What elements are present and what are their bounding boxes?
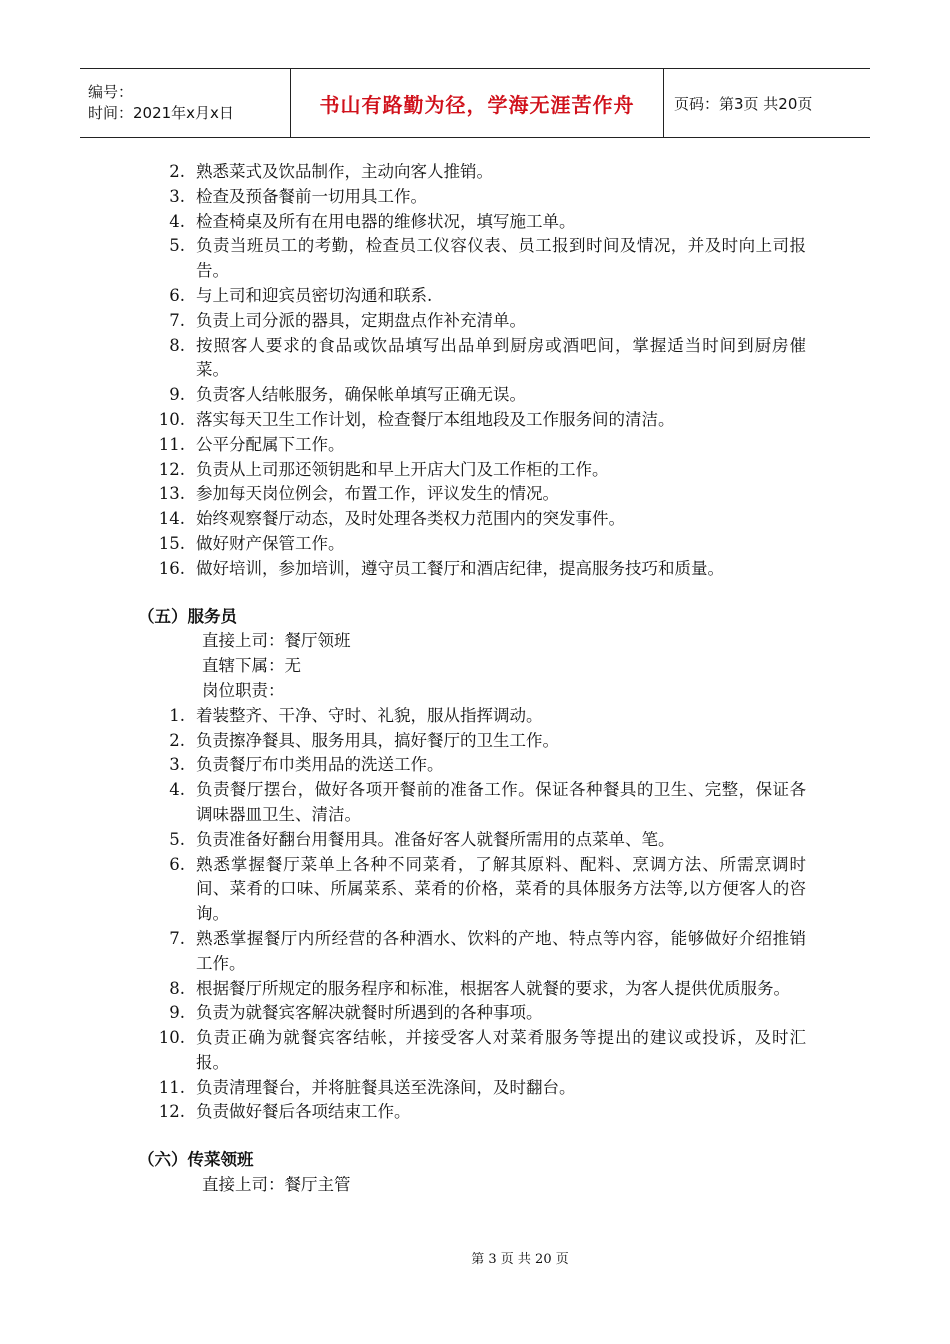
list-item-text: 根据餐厅所规定的服务程序和标准，根据客人就餐的要求，为客人提供优质服务。 (196, 978, 790, 998)
list-item-number: 14. (158, 509, 185, 529)
section-6-title: （六）传菜领班 (138, 1150, 254, 1170)
list-item-text: 熟悉菜式及饮品制作，主动向客人推销。 (196, 162, 493, 181)
list-item (0, 383, 950, 408)
list-item-number: 2. (169, 730, 185, 750)
list-item-text: 负责正确为就餐宾客结帐，并接受客人对菜肴服务等提出的建议或投诉，及时汇报。 (196, 1028, 806, 1072)
list-item (0, 234, 950, 284)
list-item-number: 12. (158, 1102, 185, 1122)
list-item-number: 8. (169, 978, 185, 998)
list-item-text: 做好财产保管工作。 (196, 533, 345, 553)
list-item-text: 负责从上司那还领钥匙和早上开店大门及工作柜的工作。 (196, 459, 609, 479)
list-item-number: 3. (169, 755, 185, 775)
list-item-number: 4. (169, 211, 185, 231)
section-4-list (0, 160, 950, 582)
document-body (0, 160, 950, 1198)
page-header (80, 68, 870, 138)
list-item-text: 负责当班员工的考勤，检查员工仪容仪表、员工报到时间及情况，并及时向上司报告。 (196, 236, 806, 281)
list-item (0, 309, 950, 334)
list-item-text: 着装整齐、干净、守时、礼貌，服从指挥调动。 (196, 705, 543, 725)
section-6-superior: 直接上司：餐厅主管 (202, 1175, 351, 1195)
list-item-number: 2. (169, 162, 185, 181)
list-item (0, 1076, 950, 1101)
list-item (0, 927, 950, 977)
list-item (0, 1001, 950, 1026)
list-item (0, 210, 950, 235)
list-item-number: 11. (158, 434, 185, 454)
list-item-number: 16. (158, 558, 185, 578)
list-item-text: 按照客人要求的食品或饮品填写出品单到厨房或酒吧间，掌握适当时间到厨房催菜。 (196, 335, 806, 380)
list-item (0, 828, 950, 853)
list-item (0, 185, 950, 210)
list-item-text: 负责为就餐宾客解决就餐时所遇到的各种事项。 (196, 1003, 543, 1023)
list-item-number: 13. (158, 484, 185, 504)
section-5-list (0, 704, 950, 1126)
list-item-text: 负责上司分派的器具，定期盘点作补充清单。 (196, 310, 526, 330)
list-item (0, 482, 950, 507)
list-item-number: 8. (169, 335, 185, 355)
list-item-number: 5. (169, 829, 185, 849)
list-item (0, 557, 950, 582)
list-item-number: 12. (158, 459, 185, 479)
list-item-text: 检查及预备餐前一切用具工作。 (196, 186, 427, 206)
list-item (0, 853, 950, 927)
list-item-number: 4. (169, 780, 185, 800)
section-5-subordinate: 直辖下属：无 (202, 656, 301, 676)
list-item (0, 507, 950, 532)
section-5-title: （五）服务员 (138, 606, 237, 626)
list-item-number: 9. (169, 385, 185, 405)
list-item-number: 6. (169, 285, 185, 305)
list-item-text: 公平分配属下工作。 (196, 434, 345, 454)
list-item (0, 532, 950, 557)
list-item-number: 10. (158, 1028, 185, 1048)
list-item-number: 10. (158, 409, 185, 429)
list-item (0, 458, 950, 483)
list-item (0, 334, 950, 384)
header-page-number: 页码：第3页 共20页 (674, 94, 813, 113)
list-item-text: 负责准备好翻台用餐用具。准备好客人就餐所需用的点菜单、笔。 (196, 829, 675, 849)
list-item-text: 与上司和迎宾员密切沟通和联系. (196, 285, 433, 305)
list-item-text: 熟悉掌握餐厅菜单上各种不同菜肴，了解其原料、配料、烹调方法、所需烹调时间、菜肴的口味、所属菜系、菜肴的价格，菜肴的具体服务方法等,以方便客人的咨询。 (196, 854, 806, 924)
list-item-text: 落实每天卫生工作计划，检查餐厅本组地段及工作服务间的清洁。 (196, 409, 675, 429)
document-code: 编号： (88, 83, 134, 101)
list-item (0, 977, 950, 1002)
list-item (0, 778, 950, 828)
list-item (0, 284, 950, 309)
document-date: 时间：2021年x月x日 (88, 104, 234, 122)
list-item-number: 9. (169, 1003, 185, 1023)
list-item (0, 704, 950, 729)
list-item (0, 160, 950, 185)
list-item-text: 负责清理餐台，并将脏餐具送至洗涤间，及时翻台。 (196, 1077, 576, 1097)
list-item-text: 负责擦净餐具、服务用具，搞好餐厅的卫生工作。 (196, 730, 559, 750)
list-item-text: 检查椅桌及所有在用电器的维修状况，填写施工单。 (196, 211, 576, 231)
list-item (0, 753, 950, 778)
section-5-superior: 直接上司：餐厅领班 (202, 631, 351, 651)
list-item (0, 433, 950, 458)
list-item-text: 做好培训，参加培训，遵守员工餐厅和酒店纪律，提高服务技巧和质量。 (196, 558, 724, 578)
header-motto: 书山有路勤为径，学海无涯苦作舟 (290, 69, 664, 137)
list-item-number: 15. (158, 533, 185, 553)
list-item (0, 408, 950, 433)
list-item-text: 熟悉掌握餐厅内所经营的各种酒水、饮料的产地、特点等内容，能够做好介绍推销工作。 (196, 928, 806, 973)
list-item-text: 负责餐厅摆台，做好各项开餐前的准备工作。保证各种餐具的卫生、完整，保证各调味器皿卫生、清洁。 (196, 780, 806, 824)
list-item-text: 始终观察餐厅动态，及时处理各类权力范围内的突发事件。 (196, 509, 625, 529)
list-item-text: 负责餐厅布巾类用品的洗送工作。 (196, 755, 444, 775)
list-item-number: 6. (169, 854, 185, 874)
list-item-number: 7. (169, 928, 185, 948)
list-item-text: 负责客人结帐服务，确保帐单填写正确无误。 (196, 385, 526, 405)
page-footer: 第 3 页 共 20 页 (471, 1252, 569, 1267)
list-item (0, 729, 950, 754)
list-item-text: 负责做好餐后各项结束工作。 (196, 1102, 411, 1122)
list-item (0, 1100, 950, 1125)
header-meta (80, 69, 290, 137)
list-item-number: 7. (169, 310, 185, 330)
list-item-number: 1. (169, 705, 185, 725)
list-item-number: 5. (169, 236, 185, 256)
list-item (0, 1026, 950, 1076)
list-item-number: 3. (169, 186, 185, 206)
section-5-duties-label: 岗位职责： (202, 680, 285, 700)
list-item-text: 参加每天岗位例会，布置工作，评议发生的情况。 (196, 484, 559, 504)
list-item-number: 11. (158, 1077, 185, 1097)
